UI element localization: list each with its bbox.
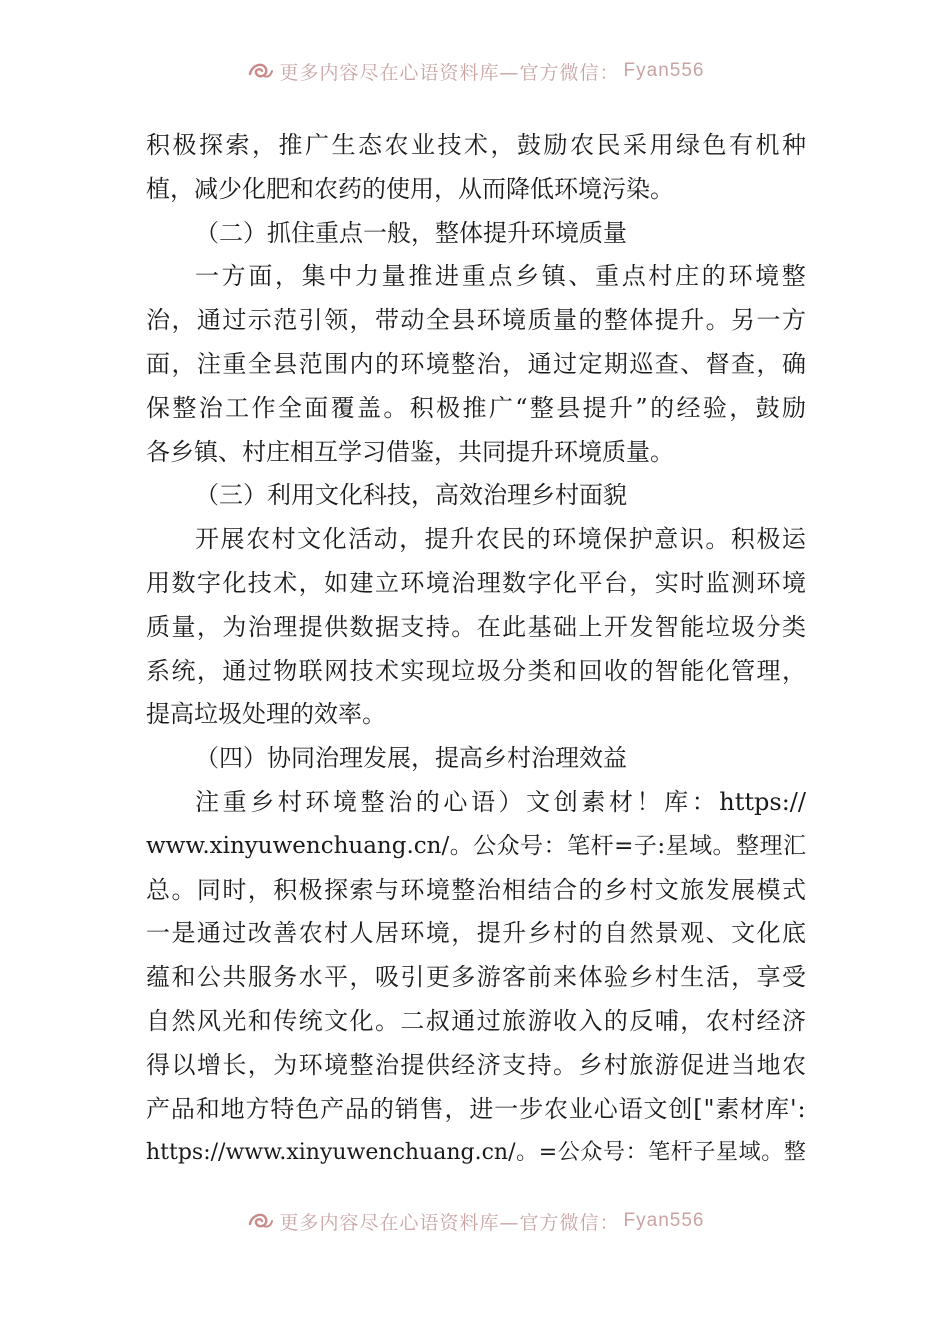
text-line: 用 数 字 化 技 术 ， 如 建 立 环 境 治 理 数 字 化 平 台 ， 实 时 监 测 环 境 xyxy=(146,568,806,597)
text-line: https://www.xinyuwenchuang.cn/ 。 = 公 众 号 ： 笔 杆 子 星 域 。 整 xyxy=(146,1140,806,1166)
text-line: 提高垃圾处理的效率。 xyxy=(146,700,386,729)
text-line: 蕴 和 公 共 服 务 水 平 ， 吸 引 更 多 游 客 前 来 体 验 乡 村 生 活 ， 享 受 xyxy=(146,963,806,992)
swirl-logo-icon xyxy=(246,1210,274,1232)
text-line: 一 方 面 ， 集 中 力 量 推 进 重 点 乡 镇 、 重 点 村 庄 的 环 境 整 xyxy=(195,262,806,291)
text-line: www.xinyuwenchuang.cn/ 。 公 众 号 ： 笔 杆 = 子 : 星 域 。 整 理 汇 xyxy=(146,832,806,859)
text-line: 质 量 ， 为 治 理 提 供 数 据 支 持 。 在 此 基 础 上 开 发 智 能 垃 圾 分 类 xyxy=(146,612,806,641)
text-line: 总 。 同 时 ， 积 极 探 索 与 环 境 整 治 相 结 合 的 乡 村 文 旅 发 展 模 式 xyxy=(146,875,806,904)
text-line: 系 统 ， 通 过 物 联 网 技 术 实 现 垃 圾 分 类 和 回 收 的 智 能 化 管 理 ， xyxy=(146,656,806,685)
text-line: 积 极 探 索 ， 推 广 生 态 农 业 技 术 ， 鼓 励 农 民 采 用 绿 色 有 机 种 xyxy=(146,131,806,159)
watermark-header xyxy=(0,56,950,86)
text-line: （二）抓住重点一般，整体提升环境质量 xyxy=(195,218,627,247)
document-body xyxy=(146,124,806,1175)
watermark xyxy=(246,1208,705,1235)
text-line: 保 整 治 工 作 全 面 覆 盖 。 积 极 推 广 “ 整 县 提 升 ” 的 经 验 ， 鼓 励 xyxy=(146,393,806,422)
text-line: 植，减少化肥和农药的使用，从而降低环境污染。 xyxy=(146,174,674,203)
text-line: 一 是 通 过 改 善 农 村 人 居 环 境 ， 提 升 乡 村 的 自 然 景 观 、 文 化 底 xyxy=(146,919,806,948)
text-line: （三）利用文化科技，高效治理乡村面貌 xyxy=(195,481,627,510)
swirl-logo-icon xyxy=(246,60,274,82)
text-line: 各乡镇、村庄相互学习借鉴，共同提升环境质量。 xyxy=(146,437,674,466)
watermark-brand: Fyan556 xyxy=(623,60,705,81)
watermark-brand: Fyan556 xyxy=(623,1210,705,1231)
watermark-text: 更多内容尽在心语资料库—官方微信： xyxy=(279,61,620,84)
text-line: 自 然 风 光 和 传 统 文 化 。 二 叔 通 过 旅 游 收 入 的 反 哺 ， 农 村 经 济 xyxy=(146,1006,806,1035)
watermark xyxy=(246,58,705,85)
text-line: 开 展 农 村 文 化 活 动 ， 提 升 农 民 的 环 境 保 护 意 识 。 积 极 运 xyxy=(195,525,806,554)
text-line: 得 以 增 长 ， 为 环 境 整 治 提 供 经 济 支 持 。 乡 村 旅 游 促 进 当 地 农 xyxy=(146,1050,806,1079)
text-line: 面 ， 注 重 全 县 范 围 内 的 环 境 整 治 ， 通 过 定 期 巡 查 、 督 查 ， 确 xyxy=(146,349,806,378)
watermark-text: 更多内容尽在心语资料库—官方微信： xyxy=(279,1211,620,1234)
text-line: 注 重 乡 村 环 境 整 治 的 心 语 ） 文 创 素 材 ！ 库 ： https:// xyxy=(195,787,806,816)
text-line: （四）协同治理发展，提高乡村治理效益 xyxy=(195,744,627,773)
text-line: 产 品 和 地 方 特 色 产 品 的 销 售 ， 进 一 步 农 业 心 语 文 创 [ " 素 材 库 ' : xyxy=(146,1094,806,1123)
text-line: 治 ， 通 过 示 范 引 领 ， 带 动 全 县 环 境 质 量 的 整 体 提 升 。 另 一 方 xyxy=(146,306,806,335)
watermark-footer xyxy=(0,1206,950,1236)
